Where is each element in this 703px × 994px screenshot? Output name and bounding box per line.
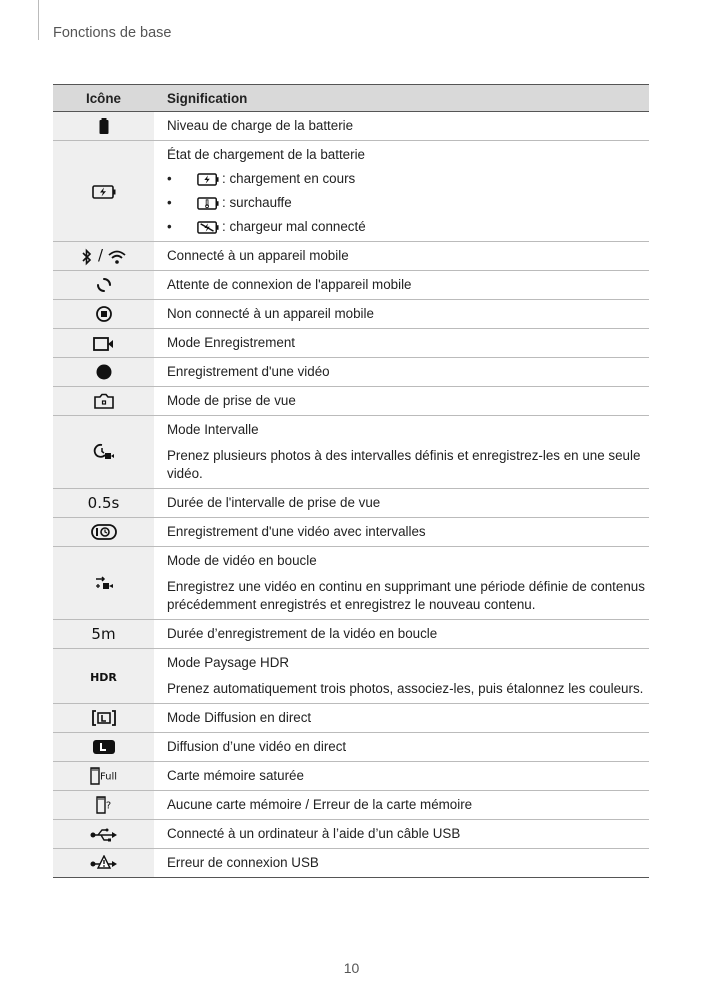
row-text: Niveau de charge de la batterie <box>167 118 354 133</box>
table-header-row <box>53 85 649 112</box>
row-description: Enregistrez une vidéo en continu en supprimant une période définie de contenus précédemment enregistrés et enregistrez le nouveau contenu. <box>167 579 645 612</box>
loop-duration-label: 5m <box>91 625 116 643</box>
header-meaning: Signification <box>154 85 649 112</box>
live-broadcast-mode-icon <box>53 704 154 733</box>
interval-duration-label: 0.5s <box>87 494 120 512</box>
bluetooth-wifi-icon <box>53 242 154 271</box>
hdr-label: HDR <box>90 670 117 684</box>
table-row <box>53 791 649 820</box>
row-description: Prenez automatiquement trois photos, associez-les, puis étalonnez les couleurs. <box>167 681 644 696</box>
memory-full-label: Full <box>99 771 118 783</box>
table-row <box>53 387 649 416</box>
bullet-text: : chargement en cours <box>222 171 356 186</box>
table-row <box>53 649 649 704</box>
row-text: Mode Intervalle <box>167 422 259 437</box>
page-number: 10 <box>343 960 360 976</box>
row-text: Mode Enregistrement <box>167 335 296 350</box>
table-row <box>53 762 649 791</box>
row-text: Attente de connexion de l'appareil mobile <box>167 277 412 292</box>
table-row <box>53 358 649 387</box>
bullet-text: : chargeur mal connecté <box>222 219 366 234</box>
table-row <box>53 547 649 620</box>
row-description: Prenez plusieurs photos à des intervalles définis et enregistrez-les en une seule vidéo. <box>167 448 641 481</box>
table-row <box>53 271 649 300</box>
row-text: Connecté à un ordinateur à l’aide d’un câble USB <box>167 826 461 841</box>
row-text: Diffusion d’une vidéo en direct <box>167 739 347 754</box>
interval-recording-icon <box>53 518 154 547</box>
battery-level-icon <box>53 112 154 141</box>
connection-waiting-icon <box>53 271 154 300</box>
battery-bad-charger-icon <box>197 221 219 234</box>
usb-error-icon <box>53 849 154 878</box>
margin-rule <box>38 0 39 40</box>
loop-video-mode-icon <box>53 547 154 620</box>
row-text: Durée de l'intervalle de prise de vue <box>167 495 381 510</box>
section-title: Fonctions de base <box>53 25 172 41</box>
table-row <box>53 300 649 329</box>
table-row <box>53 416 649 489</box>
interval-mode-icon <box>53 416 154 489</box>
table-row <box>53 329 649 358</box>
row-text: Mode de vidéo en boucle <box>167 553 317 568</box>
table-row: État de chargement de la batterie • : chargement en cours • : surchauffe • : chargeur mal connecté <box>53 141 649 242</box>
battery-charging-status-icon <box>53 141 154 242</box>
table-row <box>53 820 649 849</box>
icon-separator: / <box>97 246 104 265</box>
row-text: Aucune carte mémoire / Erreur de la carte mémoire <box>167 797 473 812</box>
row-text: Mode Diffusion en direct <box>167 710 312 725</box>
hdr-landscape-icon <box>53 649 154 704</box>
table-row <box>53 733 649 762</box>
row-text: Erreur de connexion USB <box>167 855 319 870</box>
header-icon: Icône <box>53 85 154 112</box>
table-row <box>53 242 649 271</box>
row-text: Carte mémoire saturée <box>167 768 304 783</box>
memory-card-error-icon <box>53 791 154 820</box>
table-row <box>53 489 649 518</box>
bullet-text: : surchauffe <box>222 195 292 210</box>
usb-connected-icon <box>53 820 154 849</box>
row-text: Enregistrement d'une vidéo avec intervalles <box>167 524 426 539</box>
memory-error-label: ? <box>105 800 112 812</box>
table-row <box>53 518 649 547</box>
loop-duration-icon <box>53 620 154 649</box>
table-row <box>53 849 649 878</box>
icon-table <box>53 84 649 878</box>
row-text: Mode de prise de vue <box>167 393 296 408</box>
recording-dot-icon <box>53 358 154 387</box>
live-broadcasting-icon <box>53 733 154 762</box>
row-text: Non connecté à un appareil mobile <box>167 306 374 321</box>
table-row <box>53 620 649 649</box>
interval-duration-icon <box>53 489 154 518</box>
table-row <box>53 704 649 733</box>
photo-mode-icon <box>53 387 154 416</box>
table-row <box>53 112 649 141</box>
battery-overheat-icon <box>197 197 219 210</box>
not-connected-icon <box>53 300 154 329</box>
memory-card-full-icon <box>53 762 154 791</box>
row-text: Connecté à un appareil mobile <box>167 248 349 263</box>
row-text: État de chargement de la batterie <box>167 147 366 162</box>
battery-charging-icon <box>197 173 219 186</box>
record-mode-icon <box>53 329 154 358</box>
row-text: Mode Paysage HDR <box>167 655 290 670</box>
row-text: Enregistrement d'une vidéo <box>167 364 330 379</box>
row-text: Durée d’enregistrement de la vidéo en boucle <box>167 626 438 641</box>
